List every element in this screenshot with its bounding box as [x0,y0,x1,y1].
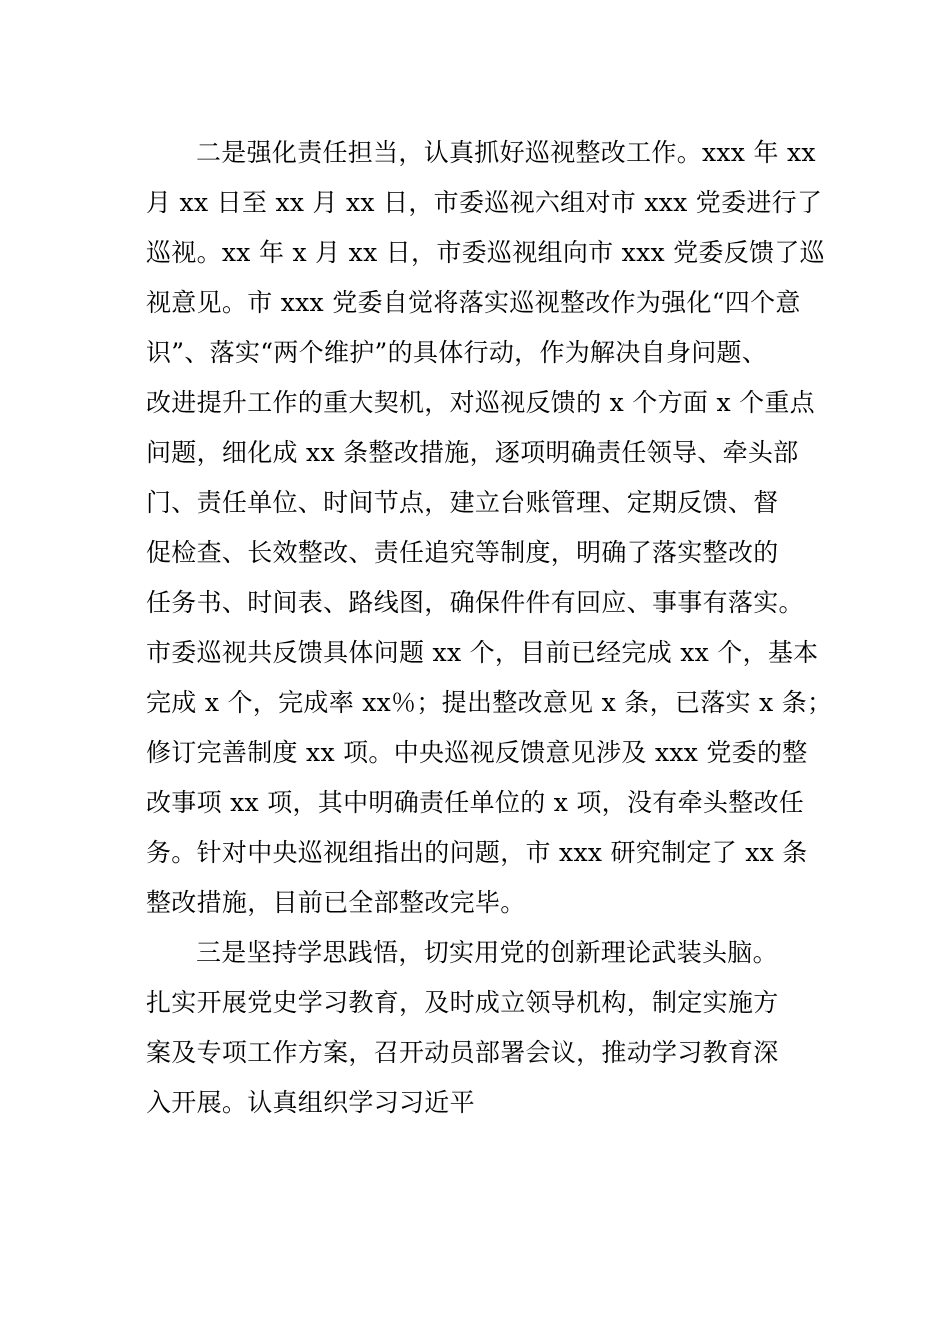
paragraph-line: 完成 x 个，完成率 xx％；提出整改意见 x 条，已落实 x 条； [146,688,833,717]
paragraph-line: 改进提升工作的重大契机，对巡视反馈的 x 个方面 x 个重点 [146,388,815,417]
paragraph-line: 扎实开展党史学习教育，及时成立领导机构，制定实施方 [146,988,779,1017]
paragraph-line: 巡视。xx 年 x 月 xx 日，市委巡视组向市 xxx 党委反馈了巡 [146,238,825,267]
paragraph-line: 三是坚持学思践悟，切实用党的创新理论武装头脑。 [196,938,778,967]
paragraph-line: 任务书、时间表、路线图，确保件件有回应、事事有落实。 [146,588,804,617]
paragraph-line: 入开展。认真组织学习习近平 [146,1088,475,1117]
paragraph-line: 案及专项工作方案，召开动员部署会议，推动学习教育深 [146,1038,779,1067]
paragraph-line: 整改措施，目前已全部整改完毕。 [146,888,526,917]
paragraph-line: 门、责任单位、时间节点，建立台账管理、定期反馈、督 [146,488,779,517]
paragraph-line: 问题，细化成 xx 条整改措施，逐项明确责任领导、牵头部 [146,438,799,467]
paragraph-line: 市委巡视共反馈具体问题 xx 个，目前已经完成 xx 个，基本 [146,638,819,667]
paragraph-line: 识”、落实“两个维护”的具体行动，作为解决自身问题、 [146,338,768,367]
paragraph-line: 务。针对中央巡视组指出的问题，市 xxx 研究制定了 xx 条 [146,838,808,867]
paragraph-line: 修订完善制度 xx 项。中央巡视反馈意见涉及 xxx 党委的整 [146,738,808,767]
paragraph-line: 二是强化责任担当，认真抓好巡视整改工作。xxx 年 xx [196,138,816,167]
paragraph-line: 月 xx 日至 xx 月 xx 日，市委巡视六组对市 xxx 党委进行了 [146,188,823,217]
paragraph-line: 视意见。市 xxx 党委自觉将落实巡视整改作为强化“四个意 [146,288,801,317]
paragraph-line: 改事项 xx 项，其中明确责任单位的 x 项，没有牵头整改任 [146,788,805,817]
paragraph-line: 促检查、长效整改、责任追究等制度，明确了落实整改的 [146,538,779,567]
